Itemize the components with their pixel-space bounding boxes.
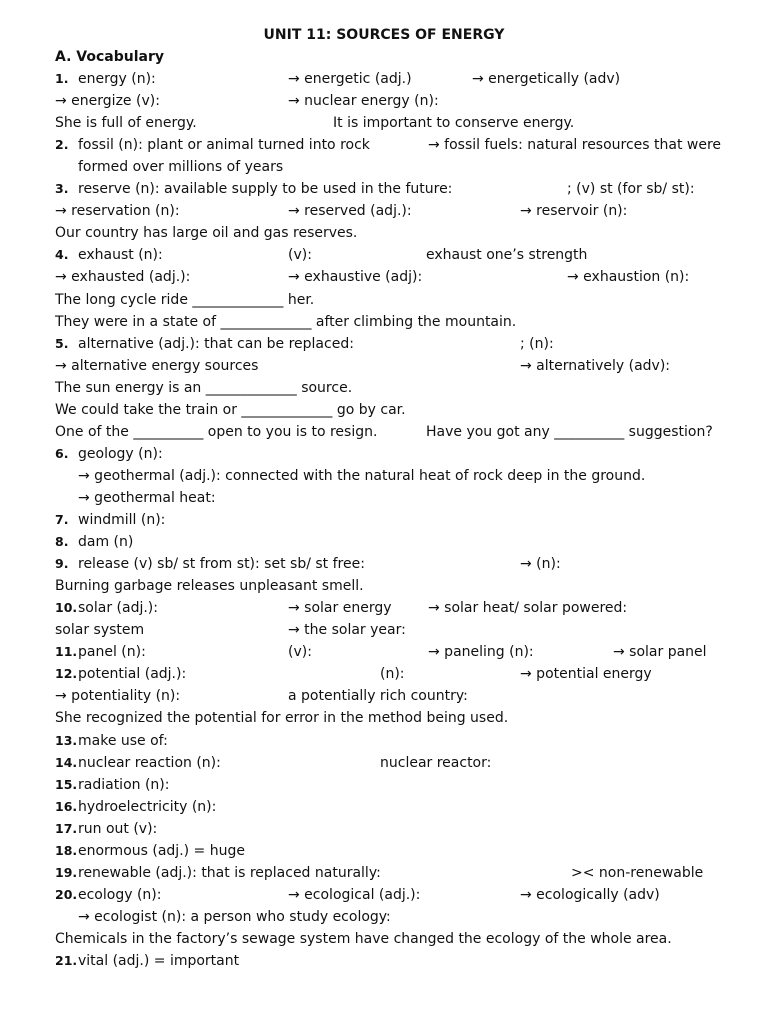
vocab-text: Have you got any __________ suggestion? bbox=[426, 424, 713, 440]
vocab-line bbox=[0, 311, 768, 333]
vocab-line bbox=[0, 597, 768, 619]
item-number: 10. bbox=[55, 600, 78, 615]
vocab-text: → potentiality (n): bbox=[55, 688, 181, 704]
item-number: 17. bbox=[55, 821, 78, 836]
vocab-text: We could take the train or _____________ go by car. bbox=[55, 402, 406, 418]
vocab-line bbox=[0, 707, 768, 729]
vocab-text: hydroelectricity (n): bbox=[78, 799, 217, 815]
vocab-line bbox=[0, 178, 768, 200]
vocab-text: formed over millions of years bbox=[78, 159, 284, 175]
item-number: 20. bbox=[55, 887, 78, 902]
vocab-text: solar (adj.): bbox=[78, 600, 158, 616]
vocab-text: >< non-renewable bbox=[571, 865, 704, 881]
vocab-line bbox=[0, 443, 768, 465]
vocab-line bbox=[0, 619, 768, 641]
vocab-text: potential (adj.): bbox=[78, 666, 187, 682]
vocab-text: → alternative energy sources bbox=[55, 358, 259, 374]
vocab-line bbox=[0, 266, 768, 288]
item-number: 21. bbox=[55, 953, 78, 968]
vocab-text: The long cycle ride _____________ her. bbox=[55, 292, 315, 308]
item-number: 6. bbox=[55, 446, 69, 461]
item-number: 4. bbox=[55, 247, 69, 262]
item-number: 2. bbox=[55, 137, 69, 152]
vocab-line bbox=[0, 752, 768, 774]
vocab-text: → exhaustive (adj): bbox=[288, 269, 423, 285]
vocab-line bbox=[0, 796, 768, 818]
vocab-text: a potentially rich country: bbox=[288, 688, 468, 704]
vocab-text: panel (n): bbox=[78, 644, 146, 660]
vocab-text: → geothermal (adj.): connected with the natural heat of rock deep in the ground. bbox=[78, 468, 646, 484]
vocab-text: release (v) sb/ st from st): set sb/ st free: bbox=[78, 556, 365, 572]
vocab-text: exhaust (n): bbox=[78, 247, 163, 263]
vocab-line bbox=[0, 774, 768, 796]
vocab-text: ecology (n): bbox=[78, 887, 162, 903]
vocab-text: radiation (n): bbox=[78, 777, 170, 793]
vocab-line bbox=[0, 377, 768, 399]
vocab-text: → potential energy bbox=[520, 666, 652, 682]
vocab-text: dam (n) bbox=[78, 534, 134, 550]
vocab-line bbox=[0, 685, 768, 707]
item-number: 16. bbox=[55, 799, 78, 814]
vocab-text: run out (v): bbox=[78, 821, 158, 837]
vocab-text: She is full of energy. bbox=[55, 115, 197, 131]
vocab-line bbox=[0, 399, 768, 421]
item-number: 9. bbox=[55, 556, 69, 571]
item-number: 12. bbox=[55, 666, 78, 681]
vocab-text: → the solar year: bbox=[288, 622, 406, 638]
vocab-text: → exhaustion (n): bbox=[567, 269, 690, 285]
vocab-text: make use of: bbox=[78, 733, 168, 749]
vocab-text: windmill (n): bbox=[78, 512, 166, 528]
vocab-text: Chemicals in the factory’s sewage system have changed the ecology of the whole area. bbox=[55, 931, 672, 947]
vocab-line bbox=[0, 355, 768, 377]
vocab-line bbox=[0, 222, 768, 244]
vocab-text: → reserved (adj.): bbox=[288, 203, 412, 219]
vocab-text: ; (v) st (for sb/ st): bbox=[567, 181, 695, 197]
vocab-text: vital (adj.) = important bbox=[78, 953, 240, 969]
vocab-line bbox=[0, 333, 768, 355]
vocab-text: fossil (n): plant or animal turned into rock bbox=[78, 137, 370, 153]
item-number: 14. bbox=[55, 755, 78, 770]
section-heading-text: A. Vocabulary bbox=[55, 49, 164, 65]
vocab-text: reserve (n): available supply to be used in the future: bbox=[78, 181, 453, 197]
vocab-text: → ecological (adj.): bbox=[288, 887, 421, 903]
vocab-text: One of the __________ open to you is to resign. bbox=[55, 424, 378, 440]
item-number: 8. bbox=[55, 534, 69, 549]
vocab-text: They were in a state of _____________ after climbing the mountain. bbox=[55, 314, 517, 330]
item-number: 13. bbox=[55, 733, 78, 748]
vocab-line bbox=[0, 156, 768, 178]
vocab-text: → energize (v): bbox=[55, 93, 160, 109]
vocab-text: → energetic (adj.) bbox=[288, 71, 412, 87]
vocab-text: (n): bbox=[380, 666, 405, 682]
vocab-text: → nuclear energy (n): bbox=[288, 93, 439, 109]
vocab-line bbox=[0, 950, 768, 972]
vocab-text: ; (n): bbox=[520, 336, 554, 352]
item-number: 18. bbox=[55, 843, 78, 858]
vocab-text: → geothermal heat: bbox=[78, 490, 216, 506]
vocab-text: (v): bbox=[288, 247, 312, 263]
vocab-line bbox=[0, 289, 768, 311]
vocab-text: → fossil fuels: natural resources that were bbox=[428, 137, 722, 153]
item-number: 7. bbox=[55, 512, 69, 527]
vocab-text: → reservoir (n): bbox=[520, 203, 628, 219]
vocab-text: Burning garbage releases unpleasant smell. bbox=[55, 578, 364, 594]
vocab-line bbox=[0, 818, 768, 840]
item-number: 19. bbox=[55, 865, 78, 880]
vocab-text: renewable (adj.): that is replaced naturally: bbox=[78, 865, 381, 881]
vocab-line bbox=[0, 840, 768, 862]
vocab-text: → paneling (n): bbox=[428, 644, 534, 660]
vocab-text: → ecologically (adv) bbox=[520, 887, 660, 903]
vocab-line bbox=[0, 112, 768, 134]
item-number: 5. bbox=[55, 336, 69, 351]
vocab-text: Our country has large oil and gas reserves. bbox=[55, 225, 358, 241]
vocab-line bbox=[0, 134, 768, 156]
vocab-line bbox=[0, 641, 768, 663]
vocab-line bbox=[0, 575, 768, 597]
vocab-line bbox=[0, 200, 768, 222]
item-number: 15. bbox=[55, 777, 78, 792]
vocab-text: nuclear reaction (n): bbox=[78, 755, 221, 771]
vocab-text: It is important to conserve energy. bbox=[333, 115, 575, 131]
vocab-text: → reservation (n): bbox=[55, 203, 180, 219]
vocab-text: alternative (adj.): that can be replaced: bbox=[78, 336, 354, 352]
vocab-line bbox=[0, 509, 768, 531]
vocab-line bbox=[0, 730, 768, 752]
vocab-text: → energetically (adv) bbox=[472, 71, 621, 87]
item-number: 11. bbox=[55, 644, 78, 659]
vocab-line bbox=[0, 663, 768, 685]
vocab-line bbox=[0, 531, 768, 553]
vocab-line bbox=[0, 906, 768, 928]
vocab-text: → solar energy bbox=[288, 600, 392, 616]
vocab-text: → solar panel bbox=[613, 644, 707, 660]
vocab-line bbox=[0, 90, 768, 112]
vocab-text: nuclear reactor: bbox=[380, 755, 492, 771]
vocab-line bbox=[0, 884, 768, 906]
vocab-text: → exhausted (adj.): bbox=[55, 269, 191, 285]
vocab-line bbox=[0, 928, 768, 950]
vocab-text: The sun energy is an _____________ source. bbox=[55, 380, 353, 396]
vocab-text: energy (n): bbox=[78, 71, 156, 87]
vocab-line bbox=[0, 244, 768, 266]
vocab-text: exhaust one’s strength bbox=[426, 247, 588, 263]
vocab-text: → alternatively (adv): bbox=[520, 358, 671, 374]
page-title: UNIT 11: SOURCES OF ENERGY bbox=[263, 27, 505, 43]
vocab-text: solar system bbox=[55, 622, 145, 638]
vocab-text: She recognized the potential for error in the method being used. bbox=[55, 710, 509, 726]
vocab-text: → (n): bbox=[520, 556, 561, 572]
vocab-text: geology (n): bbox=[78, 446, 163, 462]
vocab-text: → solar heat/ solar powered: bbox=[428, 600, 628, 616]
vocab-text: enormous (adj.) = huge bbox=[78, 843, 245, 859]
vocab-text: (v): bbox=[288, 644, 312, 660]
vocab-line bbox=[0, 68, 768, 90]
item-number: 3. bbox=[55, 181, 69, 196]
vocab-line bbox=[0, 862, 768, 884]
vocab-line bbox=[0, 421, 768, 443]
item-number: 1. bbox=[55, 71, 69, 86]
vocab-line bbox=[0, 487, 768, 509]
section-heading bbox=[0, 46, 768, 68]
vocab-text: → ecologist (n): a person who study ecology: bbox=[78, 909, 391, 925]
vocab-line bbox=[0, 465, 768, 487]
vocab-line bbox=[0, 553, 768, 575]
